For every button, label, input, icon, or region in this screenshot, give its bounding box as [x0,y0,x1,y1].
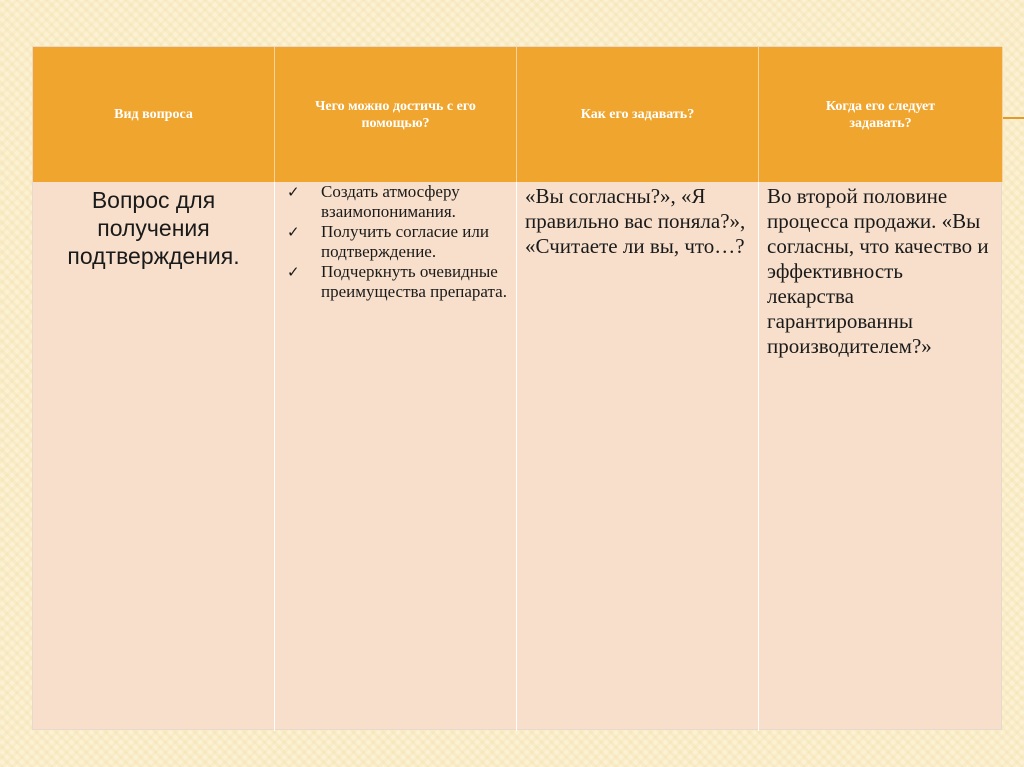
header-goals: Чего можно достичь с его помощью? [275,47,517,182]
cell-how-to-ask: «Вы согласны?», «Я правильно вас поняла?», «Считаете ли вы, что…? [517,182,759,731]
cell-when-to-ask: Во второй половине процесса продажи. «Вы согласны, что качество и эффективность лекарства гарантированны производителем?» [767,184,989,358]
checkmark-icon: ✓ [287,183,300,201]
goal-text: Создать атмосферу взаимопонимания. [321,182,460,221]
list-item [287,182,508,222]
header-question-type: Вид вопроса [33,47,275,182]
list-item [287,222,508,262]
goal-text: Получить согласие или подтверждение. [321,222,489,261]
list-item [287,262,508,302]
cell-question-type: Вопрос для получения подтверждения. [33,182,275,731]
checkmark-icon: ✓ [287,223,300,241]
header-when-to-ask: Когда его следует задавать? [759,47,1003,182]
question-table [32,46,1002,730]
header-how-to-ask: Как его задавать? [517,47,759,182]
goals-list [287,182,508,302]
accent-line [1003,117,1024,119]
goal-text: Подчеркнуть очевидные преимущества препарата. [321,262,507,301]
checkmark-icon: ✓ [287,263,300,281]
cell-goals [275,182,517,731]
